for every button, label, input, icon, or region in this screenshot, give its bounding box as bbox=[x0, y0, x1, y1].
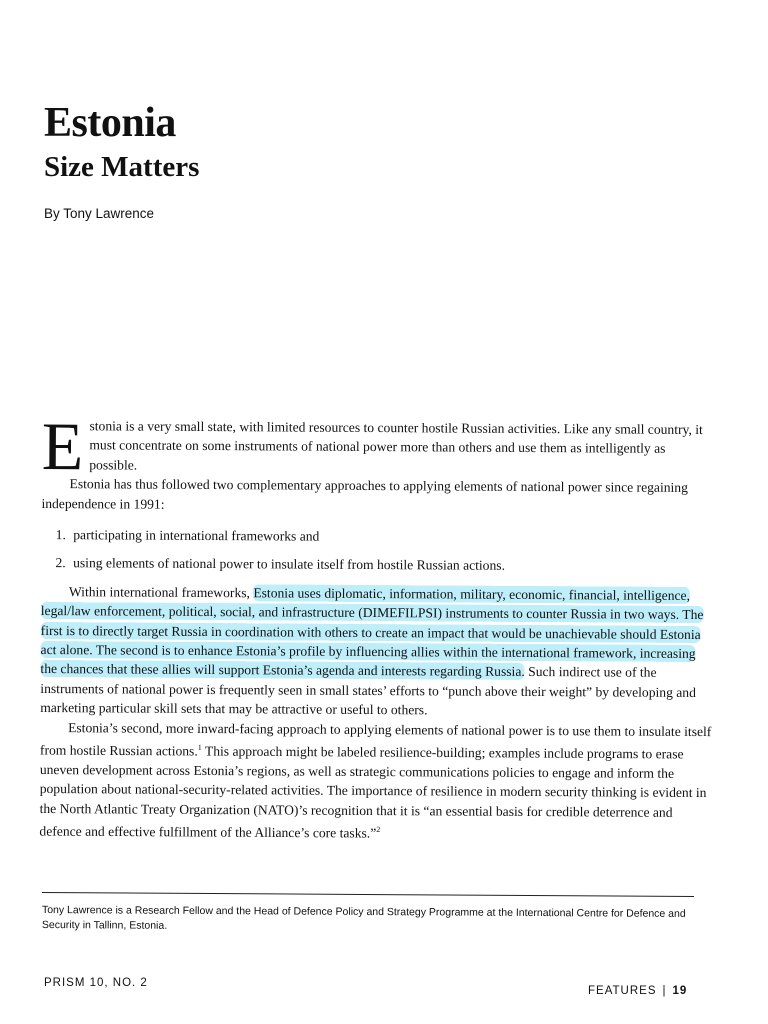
approaches-list bbox=[41, 525, 715, 577]
footnote-ref-1: 1 bbox=[197, 743, 202, 753]
author-footnote: Tony Lawrence is a Research Fellow and the Head of Defence Policy and Strategy Programme at the International Centre for Defence and Security in Tallinn, Estonia. bbox=[41, 904, 686, 932]
article-title: Estonia bbox=[44, 100, 176, 146]
paragraph-resilience bbox=[39, 718, 714, 846]
paragraph-resilience-b: This approach might be labeled resilience-building; examples include programs to erase uneven development across Estonia’s regions, as well as strategic communications policies to engage and inform the population about national-security-related activities. The importance of resilience in modern security thinking is evident in the North Atlantic Treaty Organization (NATO)’s recognition that it is “an essential basis for credible deterrence and defence and effective fulfillment of the Alliance’s core tasks.” bbox=[39, 743, 707, 841]
footnote-ref-2: 2 bbox=[376, 825, 381, 835]
paragraph-intro-text: stonia is a very small state, with limited resources to counter hostile Russian activities. Like any small country, it must concentrate on some instruments of national power more than others and use them as intelligently as possible. bbox=[89, 418, 703, 473]
paragraph-frameworks bbox=[40, 582, 715, 722]
paragraph-frameworks-start: Within international frameworks, bbox=[68, 584, 254, 601]
page-footer bbox=[588, 985, 687, 997]
drop-cap: E bbox=[41, 408, 84, 485]
article-body bbox=[39, 408, 716, 845]
paragraph-approaches: Estonia has thus followed two complementary approaches to applying elements of national power since regaining independence in 1991: bbox=[41, 476, 688, 512]
paragraph-intro bbox=[41, 408, 716, 485]
page-number: 19 bbox=[672, 985, 688, 997]
paragraph-resilience-a: Estonia’s second, more inward-facing approach to applying elements of national power is to use them to insulate itself from hostile Russian actions. bbox=[39, 719, 712, 759]
footnote-divider bbox=[42, 892, 694, 897]
section-label: FEATURES bbox=[588, 985, 657, 997]
highlighted-text: Estonia uses diplomatic, information, military, economic, financial, intelligence, legal/law enforcement, political, social, and infrastructure (DIMEFILPSI) instruments to counter Russia in two ways. The first is to directly target Russia in coordination with others to create an impact that would be unachievable should Estonia act alone. The second is to enhance Estonia’s profile by influencing allies within the international framework, increasing the chances that these allies will support Estonia’s agenda and interests regarding Russia. bbox=[40, 585, 704, 680]
author-byline: By Tony Lawrence bbox=[44, 206, 155, 221]
list-item: 1. participating in international frameworks and bbox=[69, 525, 715, 548]
journal-issue: PRISM 10, NO. 2 bbox=[44, 977, 148, 989]
footer-separator: | bbox=[662, 985, 667, 997]
article-subtitle: Size Matters bbox=[44, 151, 200, 183]
list-item: 2. using elements of national power to insulate itself from hostile Russian actions. bbox=[69, 554, 715, 577]
paragraph-frameworks-end: Such indirect use of the instruments of national power is frequently seen in small states’ efforts to “punch above their weight” by developing and marketing particular skill sets that may be attractive or useful to others. bbox=[40, 664, 696, 718]
